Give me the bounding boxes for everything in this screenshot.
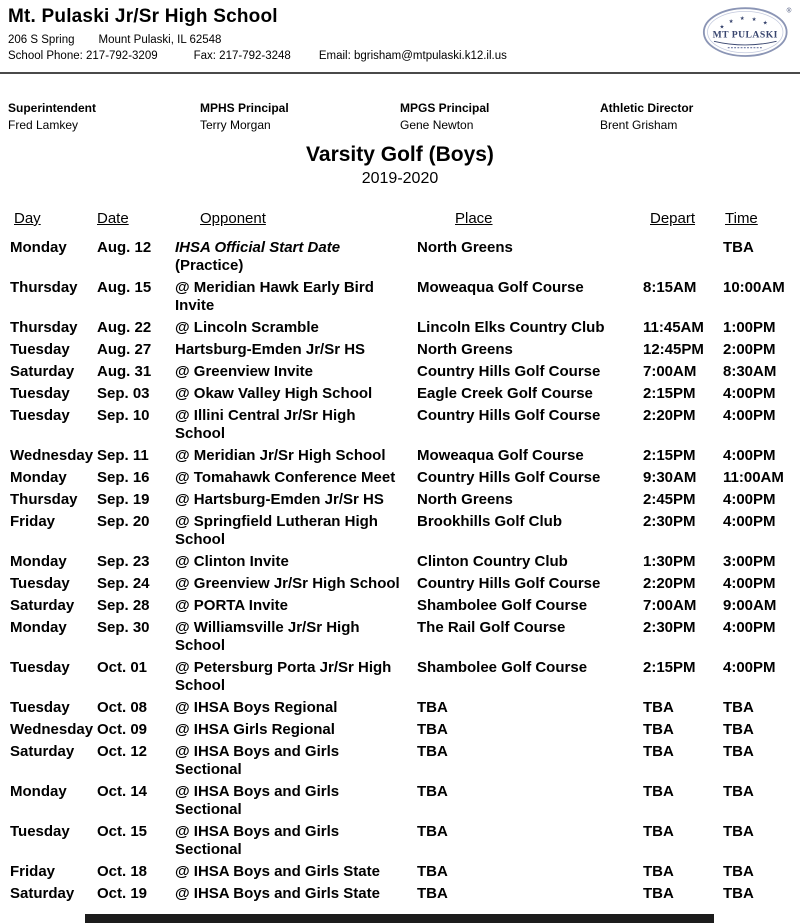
- cell-date: Oct. 08: [97, 699, 148, 716]
- cell-time: 4:00PM: [723, 575, 776, 592]
- header-day-label: Day: [14, 210, 41, 227]
- schedule-row: [10, 405, 792, 445]
- cell-depart: 2:30PM: [643, 513, 696, 530]
- schedule-row: [10, 489, 792, 511]
- cell-day: Tuesday: [10, 341, 70, 358]
- logo-star-icon: ★: [728, 18, 734, 25]
- schedule-header-row: [10, 210, 792, 237]
- cell-time: 4:00PM: [723, 385, 776, 402]
- cell-date: Oct. 15: [97, 823, 148, 840]
- header-place-label: Place: [455, 210, 493, 227]
- opponent-line: @ Illini Central Jr/Sr High: [175, 407, 356, 424]
- cell-time: 4:00PM: [723, 407, 776, 424]
- staff-title: MPGS Principal: [400, 101, 490, 115]
- cell-place: Shambolee Golf Course: [417, 659, 588, 676]
- cell-place: TBA: [417, 721, 448, 738]
- cell-place: Country Hills Golf Course: [417, 363, 601, 380]
- header-opponent-label: Opponent: [200, 210, 266, 227]
- opponent-line: @ Lincoln Scramble: [175, 319, 319, 336]
- cell-opponent: [175, 617, 417, 657]
- header-depart-label: Depart: [650, 210, 696, 227]
- cell-depart: 2:30PM: [643, 619, 696, 636]
- schedule-row: [10, 277, 792, 317]
- cell-opponent: [175, 237, 417, 277]
- cell-day: Wednesday: [10, 447, 94, 464]
- header-date-label: Date: [97, 210, 129, 227]
- cell-time: TBA: [723, 239, 754, 256]
- cell-date: Oct. 12: [97, 743, 148, 760]
- cell-depart: 2:20PM: [643, 575, 696, 592]
- cell-place: Country Hills Golf Course: [417, 407, 601, 424]
- cell-day: Friday: [10, 513, 56, 530]
- opponent-line: School: [175, 425, 226, 442]
- cell-date: Oct. 09: [97, 721, 148, 738]
- cell-time: 9:00AM: [723, 597, 777, 614]
- cell-date: Sep. 30: [97, 619, 150, 636]
- schedule-table-body: [10, 237, 792, 905]
- opponent-line: School: [175, 677, 226, 694]
- cell-depart: TBA: [643, 699, 674, 716]
- logo-text: MT PULASKI: [712, 29, 778, 41]
- opponent-line: @ IHSA Boys and Girls State: [175, 863, 380, 880]
- staff-name: Fred Lamkey: [8, 118, 79, 132]
- cell-depart: 2:15PM: [643, 659, 696, 676]
- cell-depart: TBA: [643, 783, 674, 800]
- cell-place: TBA: [417, 823, 448, 840]
- cell-depart: 1:30PM: [643, 553, 696, 570]
- schedule-row: [10, 595, 792, 617]
- cell-time: 1:00PM: [723, 319, 776, 336]
- cell-opponent: [175, 697, 417, 719]
- cell-opponent: [175, 883, 417, 905]
- school-address: [8, 34, 792, 46]
- cell-date: Sep. 03: [97, 385, 150, 402]
- cell-date: Aug. 12: [97, 239, 152, 256]
- registered-mark: ®: [786, 7, 792, 15]
- page-title: Varsity Golf (Boys): [306, 143, 494, 166]
- cell-date: Oct. 18: [97, 863, 148, 880]
- cell-opponent: [175, 551, 417, 573]
- cell-depart: 9:30AM: [643, 469, 697, 486]
- cell-depart: TBA: [643, 863, 674, 880]
- cell-place: North Greens: [417, 341, 513, 358]
- cell-place: Country Hills Golf Course: [417, 575, 601, 592]
- header-time: [723, 210, 792, 237]
- cell-depart: TBA: [643, 743, 674, 760]
- cell-depart: 2:45PM: [643, 491, 696, 508]
- cell-time: TBA: [723, 823, 754, 840]
- staff-name: Gene Newton: [400, 118, 474, 132]
- cell-date: Sep. 19: [97, 491, 150, 508]
- cell-day: Friday: [10, 863, 56, 880]
- cell-time: 8:30AM: [723, 363, 777, 380]
- header-divider: [0, 72, 800, 74]
- cell-place: Shambolee Golf Course: [417, 597, 588, 614]
- opponent-line: Sectional: [175, 761, 242, 778]
- opponent-line: @ Greenview Jr/Sr High School: [175, 575, 400, 592]
- header-day: [10, 210, 97, 237]
- cell-date: Sep. 28: [97, 597, 150, 614]
- cell-date: Aug. 15: [97, 279, 152, 296]
- cell-time: 4:00PM: [723, 659, 776, 676]
- cell-opponent: [175, 821, 417, 861]
- cell-opponent: [175, 383, 417, 405]
- cell-day: Monday: [10, 553, 67, 570]
- cell-time: TBA: [723, 699, 754, 716]
- cell-place: TBA: [417, 885, 448, 902]
- cell-day: Tuesday: [10, 823, 70, 840]
- school-header: [0, 0, 800, 62]
- staff-grid: [8, 101, 792, 132]
- cell-day: Saturday: [10, 743, 75, 760]
- school-name: Mt. Pulaski Jr/Sr High School: [8, 6, 278, 27]
- cell-time: TBA: [723, 885, 754, 902]
- cell-opponent: [175, 573, 417, 595]
- cell-day: Monday: [10, 619, 67, 636]
- cell-day: Monday: [10, 239, 67, 256]
- opponent-line: Sectional: [175, 841, 242, 858]
- cell-day: Saturday: [10, 363, 75, 380]
- cell-day: Thursday: [10, 279, 78, 296]
- address-street: 206 S Spring: [8, 34, 75, 46]
- cell-depart: TBA: [643, 721, 674, 738]
- header-depart: [643, 210, 723, 237]
- cell-place: TBA: [417, 863, 448, 880]
- schedule-row: [10, 617, 792, 657]
- staff-title: Superintendent: [8, 101, 97, 115]
- opponent-line: @ IHSA Boys and Girls: [175, 743, 340, 760]
- cell-place: Moweaqua Golf Course: [417, 279, 584, 296]
- cell-depart: 2:15PM: [643, 385, 696, 402]
- cell-date: Sep. 20: [97, 513, 150, 530]
- cell-date: Sep. 10: [97, 407, 150, 424]
- opponent-line: @ PORTA Invite: [175, 597, 288, 614]
- schedule-row: [10, 883, 792, 905]
- staff-mphs-principal: [200, 101, 400, 132]
- cell-opponent: [175, 467, 417, 489]
- cell-opponent: [175, 489, 417, 511]
- schedule-row: [10, 573, 792, 595]
- opponent-line: School: [175, 531, 226, 548]
- staff-title: MPHS Principal: [200, 101, 289, 115]
- cell-depart: [643, 237, 723, 277]
- schedule-row: [10, 657, 792, 697]
- opponent-line: @ Tomahawk Conference Meet: [175, 469, 396, 486]
- school-email: Email: bgrisham@mtpulaski.k12.il.us: [318, 50, 507, 62]
- cell-date: Oct. 19: [97, 885, 148, 902]
- cell-opponent: [175, 405, 417, 445]
- logo-star-icon: ★: [762, 20, 768, 27]
- schedule-row: [10, 719, 792, 741]
- cell-place: Moweaqua Golf Course: [417, 447, 584, 464]
- opponent-line: @ IHSA Boys and Girls: [175, 783, 340, 800]
- cell-place: Eagle Creek Golf Course: [417, 385, 593, 402]
- logo-swoosh: [714, 41, 777, 45]
- cell-opponent: [175, 317, 417, 339]
- cell-opponent: [175, 781, 417, 821]
- schedule-row: [10, 339, 792, 361]
- cell-day: Tuesday: [10, 699, 70, 716]
- cell-time: 4:00PM: [723, 513, 776, 530]
- cell-depart: 11:45AM: [643, 319, 704, 336]
- cell-date: Oct. 01: [97, 659, 148, 676]
- header-opponent: [175, 210, 417, 237]
- opponent-line: Invite: [175, 297, 215, 314]
- cell-date: Sep. 11: [97, 447, 149, 464]
- schedule-row: [10, 861, 792, 883]
- address-city: Mount Pulaski, IL 62548: [98, 34, 222, 46]
- cell-opponent: [175, 595, 417, 617]
- cell-day: Saturday: [10, 597, 75, 614]
- cell-opponent: [175, 511, 417, 551]
- logo-star-icon: ★: [719, 24, 725, 31]
- schedule-row: [10, 467, 792, 489]
- cell-date: Oct. 14: [97, 783, 148, 800]
- cell-place: TBA: [417, 699, 448, 716]
- staff-superintendent: [8, 101, 200, 132]
- schedule-row: [10, 361, 792, 383]
- schedule-row: [10, 551, 792, 573]
- cell-day: Monday: [10, 783, 67, 800]
- cell-opponent: [175, 719, 417, 741]
- cell-date: Aug. 22: [97, 319, 152, 336]
- cell-depart: 7:00AM: [643, 597, 697, 614]
- cell-day: Tuesday: [10, 385, 70, 402]
- opponent-line: Hartsburg-Emden Jr/Sr HS: [175, 341, 366, 358]
- staff-title: Athletic Director: [600, 101, 694, 115]
- cell-time: 2:00PM: [723, 341, 776, 358]
- cell-day: Thursday: [10, 491, 78, 508]
- cell-date: Sep. 23: [97, 553, 150, 570]
- logo-star-icon: ★: [739, 16, 745, 23]
- cell-depart: 2:15PM: [643, 447, 696, 464]
- staff-name: Terry Morgan: [200, 118, 271, 132]
- cell-time: TBA: [723, 783, 754, 800]
- schedule-table: [10, 210, 792, 905]
- opponent-line: IHSA Official Start Date: [175, 239, 341, 256]
- schedule-row: [10, 317, 792, 339]
- cell-day: Thursday: [10, 319, 78, 336]
- cell-opponent: [175, 361, 417, 383]
- cell-date: Aug. 31: [97, 363, 152, 380]
- cell-time: TBA: [723, 863, 754, 880]
- cell-time: 10:00AM: [723, 279, 785, 296]
- staff-name: Brent Grisham: [600, 118, 678, 132]
- cell-depart: 2:20PM: [643, 407, 696, 424]
- cell-day: Tuesday: [10, 575, 70, 592]
- schedule-row: [10, 781, 792, 821]
- schedule-row: [10, 237, 792, 277]
- cell-day: Saturday: [10, 885, 75, 902]
- cell-day: Tuesday: [10, 659, 70, 676]
- cell-depart: 8:15AM: [643, 279, 697, 296]
- cell-time: 4:00PM: [723, 447, 776, 464]
- opponent-line: (Practice): [175, 257, 244, 274]
- cell-opponent: [175, 657, 417, 697]
- cell-place: Country Hills Golf Course: [417, 469, 601, 486]
- header-place: [417, 210, 643, 237]
- cell-place: TBA: [417, 783, 448, 800]
- cell-place: The Rail Golf Course: [417, 619, 566, 636]
- logo-star-icon: ★: [751, 17, 757, 24]
- opponent-line: @ IHSA Boys Regional: [175, 699, 338, 716]
- cell-time: TBA: [723, 743, 754, 760]
- cell-place: North Greens: [417, 491, 513, 508]
- schedule-row: [10, 821, 792, 861]
- cell-place: North Greens: [417, 239, 513, 256]
- schedule-row: [10, 445, 792, 467]
- opponent-line: @ Petersburg Porta Jr/Sr High: [175, 659, 392, 676]
- opponent-line: @ Hartsburg-Emden Jr/Sr HS: [175, 491, 384, 508]
- cell-opponent: [175, 741, 417, 781]
- header-date: [97, 210, 175, 237]
- opponent-line: @ Meridian Jr/Sr High School: [175, 447, 386, 464]
- opponent-line: @ IHSA Girls Regional: [175, 721, 335, 738]
- opponent-line: School: [175, 637, 226, 654]
- cell-opponent: [175, 445, 417, 467]
- opponent-line: Sectional: [175, 801, 242, 818]
- school-logo: [702, 2, 794, 64]
- opponent-line: @ IHSA Boys and Girls State: [175, 885, 380, 902]
- opponent-line: @ Greenview Invite: [175, 363, 314, 380]
- cell-depart: TBA: [643, 823, 674, 840]
- school-contact: [8, 50, 792, 62]
- staff-mpgs-principal: [400, 101, 600, 132]
- opponent-line: @ Clinton Invite: [175, 553, 289, 570]
- cell-place: Clinton Country Club: [417, 553, 568, 570]
- cell-place: Lincoln Elks Country Club: [417, 319, 605, 336]
- cell-day: Wednesday: [10, 721, 94, 738]
- cell-opponent: [175, 339, 417, 361]
- cell-date: Aug. 27: [97, 341, 152, 358]
- cell-time: 11:00AM: [723, 469, 784, 486]
- cell-time: 3:00PM: [723, 553, 776, 570]
- school-fax: Fax: 217-792-3248: [193, 50, 291, 62]
- cell-depart: 12:45PM: [643, 341, 704, 358]
- season-subtitle: 2019-2020: [361, 170, 439, 187]
- cell-opponent: [175, 277, 417, 317]
- cell-time: TBA: [723, 721, 754, 738]
- cell-day: Tuesday: [10, 407, 70, 424]
- cell-depart: TBA: [643, 885, 674, 902]
- cell-place: TBA: [417, 743, 448, 760]
- cell-opponent: [175, 861, 417, 883]
- schedule-row: [10, 383, 792, 405]
- cell-date: Sep. 24: [97, 575, 150, 592]
- opponent-line: @ Springfield Lutheran High: [175, 513, 378, 530]
- school-phone: School Phone: 217-792-3209: [8, 50, 158, 62]
- staff-athletic-director: [600, 101, 792, 132]
- cell-place: Brookhills Golf Club: [417, 513, 562, 530]
- opponent-line: @ Meridian Hawk Early Bird: [175, 279, 374, 296]
- schedule-row: [10, 511, 792, 551]
- footer-bar: [85, 914, 714, 923]
- schedule-row: [10, 697, 792, 719]
- cell-date: Sep. 16: [97, 469, 150, 486]
- opponent-line: @ Okaw Valley High School: [175, 385, 373, 402]
- cell-depart: 7:00AM: [643, 363, 697, 380]
- header-time-label: Time: [725, 210, 758, 227]
- cell-time: 4:00PM: [723, 491, 776, 508]
- cell-time: 4:00PM: [723, 619, 776, 636]
- cell-day: Monday: [10, 469, 67, 486]
- schedule-row: [10, 741, 792, 781]
- opponent-line: @ IHSA Boys and Girls: [175, 823, 340, 840]
- opponent-line: @ Williamsville Jr/Sr High: [175, 619, 360, 636]
